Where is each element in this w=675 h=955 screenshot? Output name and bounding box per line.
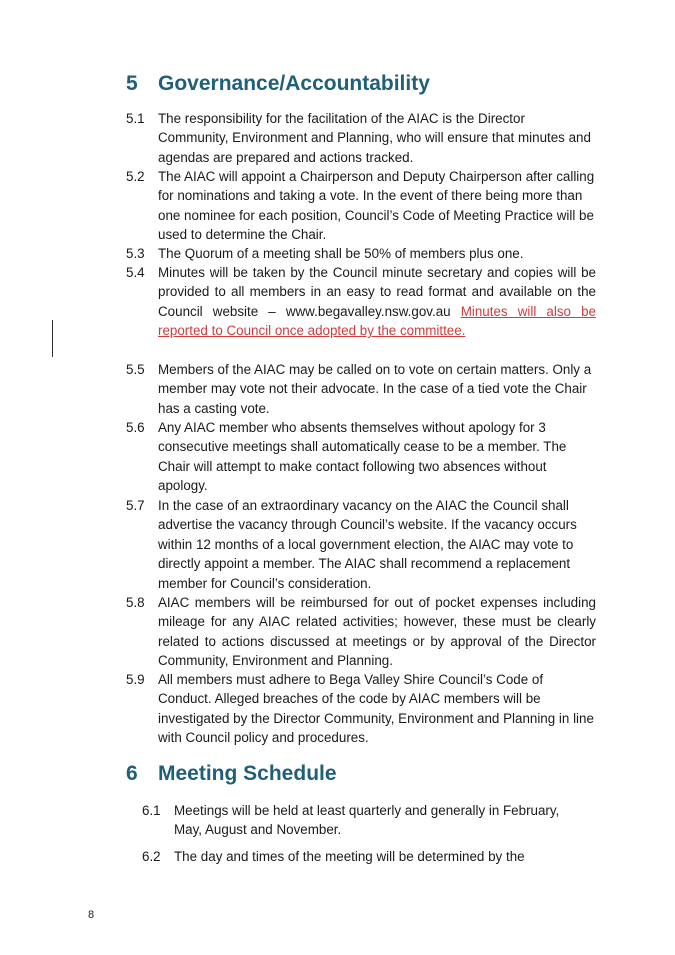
list-item-5-1 [126, 109, 596, 167]
item-number: 5.4 [126, 265, 145, 280]
item-number: 6.2 [142, 849, 161, 864]
list-item-5-6 [126, 418, 596, 496]
list-item-5-9 [126, 670, 596, 748]
section-6-number: 6 [126, 762, 138, 785]
item-number: 5.9 [126, 672, 145, 687]
item-text: The responsibility for the facilitation of the AIAC is the Director Community, Environment and Planning, who will ensure that minutes and agendas are prepared and actions tracked. [158, 111, 591, 165]
list-item-5-5 [126, 360, 596, 418]
revision-change-bar [52, 320, 53, 357]
item-number: 5.1 [126, 111, 145, 126]
section-5-number: 5 [126, 72, 138, 95]
item-text: Any AIAC member who absents themselves without apology for 3 consecutive meetings shall automatically cease to be a member. The Chair will attempt to make contact following two absences without apology. [158, 420, 567, 494]
item-text: AIAC members will be reimbursed for out of pocket expenses including mileage for any AIAC related activities; however, these must be clearly related to actions discussed at meetings or by approval of the Director Community, Environment and Planning. [158, 595, 596, 669]
item-text: All members must adhere to Bega Valley Shire Council’s Code of Conduct. Alleged breaches of the code by AIAC members will be investigated by the Director Community, Environment and Planning in line with Council policy and procedures. [158, 672, 594, 746]
list-item-5-3 [126, 244, 596, 263]
item-text: Meetings will be held at least quarterly and generally in February, May, August and November. [174, 803, 560, 838]
list-item-5-8 [126, 593, 596, 671]
item-number: 5.7 [126, 498, 145, 513]
item-number: 5.2 [126, 169, 145, 184]
item-number: 5.8 [126, 595, 145, 610]
list-item-5-7 [126, 496, 596, 593]
item-text: In the case of an extraordinary vacancy on the AIAC the Council shall advertise the vacancy through Council’s website. If the vacancy occurs within 12 months of a local government election, the AIAC may vote to directly appoint a member. The AIAC shall recommend a replacement member for Council’s consideration. [158, 498, 577, 591]
item-text: Members of the AIAC may be called on to vote on certain matters. Only a member may vote not their advocate. In the case of a tied vote the Chair has a casting vote. [158, 362, 592, 416]
item-text: The AIAC will appoint a Chairperson and Deputy Chairperson after calling for nominations and taking a vote. In the event of there being more than one nominee for each position, Council’s Code of Meeting Practice will be used to determine the Chair. [158, 169, 595, 243]
item-text [158, 263, 596, 341]
item-number: 5.5 [126, 362, 145, 377]
section-6-heading [126, 762, 337, 786]
item-number: 5.6 [126, 420, 145, 435]
item-text-main: Minutes will be taken by the Council minute secretary and copies will be provided to all members in an easy to read format and available on the Council website – www.begavalley.nsw.gov.au [158, 265, 596, 319]
item-text: The Quorum of a meeting shall be 50% of members plus one. [158, 246, 524, 261]
list-item-5-2 [126, 167, 596, 245]
list-item-5-4 [126, 263, 596, 341]
section-5-heading [126, 72, 430, 96]
list-item-6-2 [142, 847, 582, 866]
item-number: 6.1 [142, 803, 161, 818]
section-5-title: Governance/Accountability [158, 72, 430, 95]
page-number: 8 [88, 909, 95, 921]
list-item-6-1 [142, 801, 562, 840]
item-number: 5.3 [126, 246, 145, 261]
item-text: The day and times of the meeting will be determined by the [174, 849, 525, 864]
section-6-title: Meeting Schedule [158, 762, 337, 785]
tracked-insertion-text: Minutes will also be reported to Council once adopted by the committee. [158, 303, 596, 339]
